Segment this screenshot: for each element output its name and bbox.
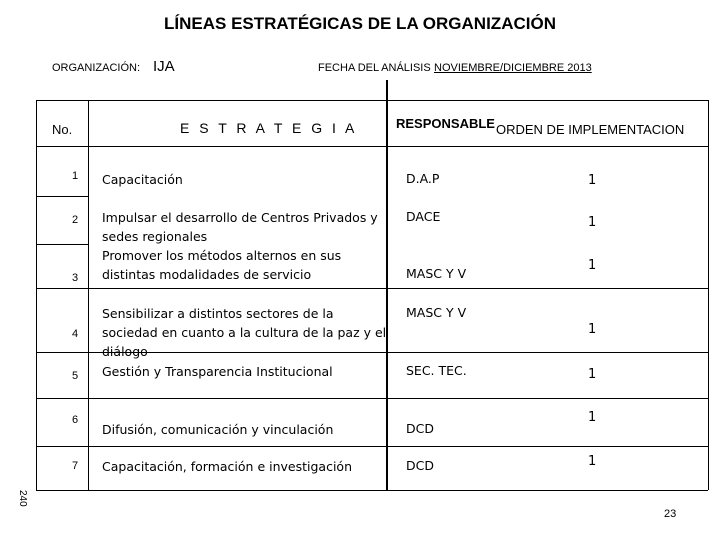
analysis-date-label: FECHA DEL ANÁLISIS	[318, 62, 431, 74]
strategy-text: Difusión, comunicación y vinculación	[102, 422, 334, 437]
responsible-text: MASC Y V	[406, 266, 467, 281]
order-value: 1	[588, 410, 597, 425]
page-title: LÍNEAS ESTRATÉGICAS DE LA ORGANIZACIÓN	[164, 14, 556, 33]
row-divider	[36, 446, 708, 447]
order-value: 1	[588, 173, 597, 188]
responsible-text: DACE	[406, 209, 441, 224]
order-value: 1	[588, 367, 597, 382]
strategy-text: Capacitación, formación e investigación	[102, 459, 352, 474]
order-value: 1	[588, 215, 597, 230]
strategy-text: Sensibilizar a distintos sectores de la sociedad en cuanto a la cultura de la paz y el diálogo	[102, 306, 387, 359]
row-number: 6	[72, 414, 79, 426]
order-value: 1	[588, 322, 597, 337]
number-column-divider	[88, 100, 89, 490]
responsible-text: D.A.P	[406, 171, 440, 186]
order-value: 1	[588, 454, 597, 469]
organization-label: ORGANIZACIÓN:	[52, 62, 141, 74]
column-header-strategy: E S T R A T E G I A	[180, 120, 358, 136]
row-divider	[36, 196, 88, 197]
row-number: 5	[72, 370, 79, 382]
responsible-text: MASC Y V	[406, 305, 467, 320]
responsible-text: SEC. TEC.	[406, 363, 467, 378]
strategy-text: Promover los métodos alternos en sus distintas modalidades de servicio	[102, 248, 342, 282]
column-header-order: ORDEN DE IMPLEMENTACION	[496, 122, 685, 137]
row-divider	[36, 398, 708, 399]
header-top-line	[36, 100, 708, 101]
row-number: 3	[72, 272, 79, 284]
strategy-text: Gestión y Transparencia Institucional	[102, 364, 333, 379]
left-border	[36, 100, 37, 490]
row-number: 1	[72, 170, 79, 182]
responsible-text: DCD	[406, 458, 434, 473]
row-number: 2	[72, 214, 79, 226]
header-bottom-line	[36, 146, 708, 147]
column-header-number: No.	[52, 122, 73, 137]
organization-value: IJA	[153, 58, 175, 75]
row-divider	[36, 288, 708, 289]
row-divider	[36, 244, 88, 245]
side-page-number: 240	[17, 490, 28, 507]
strategy-text: Impulsar el desarrollo de Centros Privados y sedes regionales	[102, 210, 378, 244]
row-number: 4	[72, 328, 79, 340]
column-header-responsible: RESPONSABLE	[396, 116, 495, 131]
strategy-text: Capacitación	[102, 172, 183, 187]
right-border	[708, 100, 709, 490]
analysis-date-value: NOVIEMBRE/DICIEMBRE 2013	[434, 62, 592, 74]
responsible-text: DCD	[406, 421, 434, 436]
table-bottom-line	[36, 490, 708, 491]
order-value: 1	[588, 258, 597, 273]
page-number: 23	[664, 508, 677, 520]
row-number: 7	[72, 460, 79, 472]
